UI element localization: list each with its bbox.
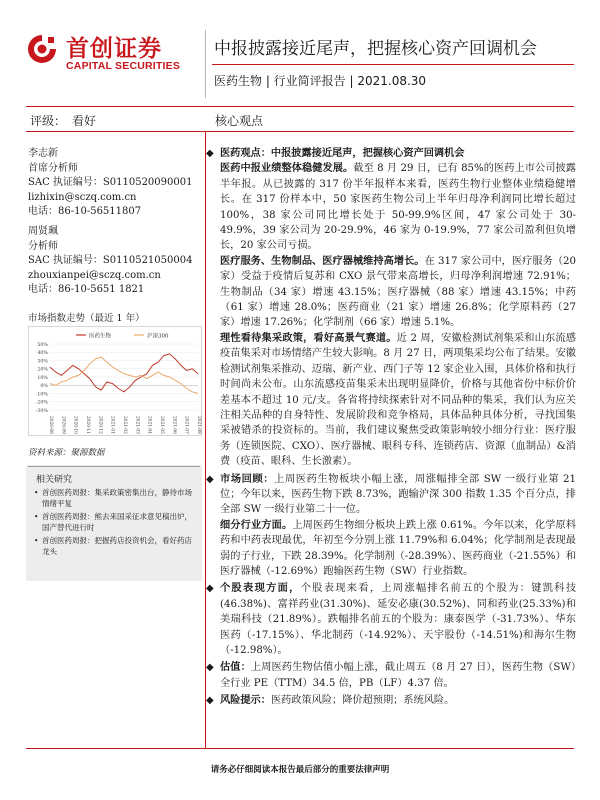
y-tick-label: 50%	[37, 342, 48, 348]
y-tick-label: -10%	[35, 392, 48, 398]
report-subtitle: 医药生物 | 行业简评报告 | 2021.08.30	[214, 74, 427, 88]
x-tick-label: 2021-08	[196, 416, 201, 434]
analyst-email[interactable]: zhouxianpei@sczq.com.cn	[28, 269, 161, 281]
x-tick-label: 2020-12	[97, 416, 103, 434]
related-item[interactable]: • 首创医药周报：集采政策密集出台，静待市场情绪平复	[34, 488, 192, 508]
series-line-hs300	[50, 357, 198, 393]
analyst-name: 周贤珮	[28, 226, 58, 237]
x-tick-label: 2021-07	[183, 416, 189, 434]
paragraph-heading: 医药观点：中报披露接近尾声，把握核心资产回调机会	[220, 147, 465, 159]
analyst-role: 分析师	[28, 240, 58, 252]
y-tick-label: 30%	[37, 359, 48, 365]
paragraph-text: 上周医药生物估值小幅上涨，截止周五（8 月 27 日），医药生物（SW）全行业 PE（TTM）34.5 倍，PB（LF）4.37 倍。	[220, 662, 576, 689]
related-item[interactable]: • 首创医药周报：把握药店投资机会，看好药店龙头	[34, 536, 192, 556]
logo-chinese-name: 首创证券	[66, 36, 162, 62]
x-tick-label: 2020-10	[72, 416, 78, 434]
analyst-email[interactable]: lizhixin@sczq.com.cn	[28, 191, 137, 203]
y-tick-label: 0%	[40, 384, 48, 390]
chart-source: 资料来源：聚源数据	[28, 448, 105, 458]
footer-rule	[26, 748, 574, 749]
x-tick-label: 2020-08	[48, 416, 53, 434]
paragraph-text: 上周医药生物板块小幅上涨，周涨幅排全部 SW 一级行业第 21 位；今年以来，医药生物下跌 8.73%，跑输沪深 300 指数 1.35 个百分点，排全部 SW 一级行业第二十一位。	[220, 473, 576, 516]
diamond-bullet-icon: ◆	[206, 473, 214, 485]
related-list	[34, 487, 198, 559]
paragraph-heading: 医药中报业绩整体稳健发展。	[220, 162, 354, 175]
legal-disclaimer: 请务必仔细阅读本报告最后部分的重要法律声明	[210, 765, 390, 775]
x-tick-label: 2020-11	[85, 416, 90, 434]
paragraph-text: 在 317 家公司中，医疗服务（20 家）受益于疫情后复苏和 CXO 景气带来高增长，归母净利润增速 72.91%；生物制品（34 家）增速 43.15%；医疗器械（88 家）增速 43.15%；中药（61 家）增速 28.0%；医药商业（21 家）增速 26.8%；化学原料药（27 家）增速 17.26%；化学制剂（66 家）增速 5.1%。	[220, 255, 577, 329]
diamond-bullet-icon: ◆	[206, 583, 214, 595]
analyst-phone: 电话：86-10-56511807	[28, 206, 142, 217]
analyst-card	[28, 147, 203, 220]
diamond-bullet-icon: ◆	[206, 695, 214, 707]
paragraph-heading: 医疗服务、生物制品、医疗器械维持高增长。	[220, 254, 425, 267]
bullet-paragraph	[206, 693, 576, 708]
analyst-role: 首席分析师	[28, 162, 78, 174]
paragraph-heading: 市场回顾：	[220, 472, 275, 485]
related-title: 相关研究	[36, 475, 73, 485]
x-tick-label: 2021-02	[122, 416, 127, 434]
paragraph-heading: 风险提示：	[220, 694, 271, 707]
bullet-paragraph	[206, 660, 576, 691]
logo-english-name: CAPITAL SECURITIES	[66, 60, 181, 72]
paragraph	[220, 254, 576, 331]
paragraph	[220, 518, 576, 580]
top-rule	[26, 106, 574, 107]
paragraph-heading: 细分行业方面。	[220, 518, 293, 531]
section-title: 核心观点	[215, 114, 264, 128]
analyst-phone: 电话：86-10-5651 1821	[28, 284, 145, 295]
paragraph-heading: 理性看待集采政策，看好高景气赛道。	[220, 331, 397, 344]
bullet-paragraph	[206, 472, 576, 518]
x-tick-label: 2021-01	[109, 416, 115, 434]
diamond-bullet-icon: ◆	[206, 148, 214, 159]
related-item[interactable]: • 首创医药周报：熊去来国采征求意见稿出炉，国产替代进行时	[34, 512, 192, 532]
diamond-bullet-icon: ◆	[206, 662, 214, 674]
report-title: 中报披露接近尾声，把握核心资产回调机会	[214, 39, 537, 59]
analyst-name: 李志新	[28, 148, 58, 159]
analyst-license: SAC 执证编号：S0110521050004	[28, 255, 193, 266]
paragraph-text: 医药政策风险；降价超预期；系统风险。	[270, 695, 455, 707]
legend-label-hs300: 沪深300	[147, 333, 169, 340]
paragraph	[220, 161, 576, 253]
x-tick-label: 2021-03	[134, 416, 140, 434]
paragraph	[220, 331, 576, 470]
bullet-paragraph	[206, 581, 577, 658]
title-underline	[212, 64, 574, 65]
y-tick-label: -20%	[35, 400, 48, 406]
chart-title: 市场指数走势（最近 1 年）	[28, 313, 145, 324]
rating-label: 评级：	[30, 114, 67, 128]
series-line-pharma	[50, 354, 198, 392]
y-tick-label: -30%	[35, 408, 48, 414]
paragraph-text: 个股表现来看，上周涨幅排名前五的个股为：键凯科技(46.38%)、富祥药业(31.30%)、延安必康(30.52%)、同和药业(25.33%)和美瑞科技（21.89%）。跌幅排名前五的个股为：康泰医学（-31.73%）、华东医药（-17.15%）、华北制药（-14.92%）、天宇股份（-14.51%)和海尔生物（-12.98%）。	[220, 583, 577, 656]
paragraph-heading: 估值：	[220, 661, 251, 674]
market-index-chart	[28, 326, 202, 436]
bullet-paragraph	[206, 146, 576, 161]
x-tick-label: 2021-06	[171, 416, 177, 434]
paragraph-text: 近 2 周，安徽检测试剂集采和山东流感疫苗集采对市场情绪产生较大影响。8 月 27 日，两项集采均公布了结果。安徽检测试剂集采推动、迈瑞、新产业、西门子等 12 家企业入围，具体价格和执行时间尚未公布。山东流感疫苗集采未出现明显降价，价格与其他省份中标价价差基本不超过 10 元/支。各省将持续探索针对不同品种的集采，我们认为应关注相关品种的自身特性、发展阶段和竞争格局，具体品种具体分析，寻找国集采被错杀的投资标的。当前，我们建议聚焦受政策影响较小细分行业：医疗服务（连锁医院、CXO）、医疗器械、眼科专科、连锁药店、资源（血制品）&消费（疫苗、眼科、生长激素）。	[220, 332, 576, 468]
x-tick-label: 2021-05	[159, 416, 164, 434]
paragraph-heading: 个股表现方面，	[220, 582, 301, 595]
related-rule	[28, 466, 200, 467]
main-content	[206, 146, 577, 709]
column-divider	[205, 131, 206, 749]
y-tick-label: 40%	[37, 351, 48, 357]
analyst-card	[28, 225, 203, 298]
paragraph-text: 截至 8 月 29 日，已有 85%的医药上市公司披露半年报。从已披露的 317 份半年报样本来看，医药生物行业整体业绩稳健增长。在 317 份样本中，50 家医药生物公司上半年归母净利润同比增长超过 100%，38 家公司同比增长处于 50-99.9%区间，47 家公司处于 30-49.9%，39 家公司为 20-29.9%，46 家为 0-19.9%，77 家公司盈利但负增长，20 家公司亏损。	[220, 163, 576, 252]
legend-label-pharma: 医药生物	[89, 333, 112, 340]
analyst-license: SAC 执证编号：S0110520090001	[28, 177, 193, 188]
company-logo-icon	[26, 33, 58, 65]
x-tick-label: 2020-09	[60, 416, 66, 434]
section-rule	[26, 131, 574, 132]
x-tick-label: 2021-04	[146, 416, 152, 434]
paragraph-text: 上周医药生物细分板块上跌上涨 0.61%。今年以来，化学原料药和中药表现最优，年初至今分别上涨 11.79%和 6.04%；化学制剂是表现最弱的子行业，下跌 28.39%。化学制剂（-28.39%）、医药商业（-21.55%）和医疗器械（-12.69%）跑输医药生物（SW）行业指数。	[220, 519, 577, 577]
rating-value: 看好	[72, 114, 97, 128]
y-tick-label: 20%	[37, 367, 48, 373]
header-divider	[205, 30, 206, 98]
y-tick-label: 10%	[37, 375, 48, 381]
